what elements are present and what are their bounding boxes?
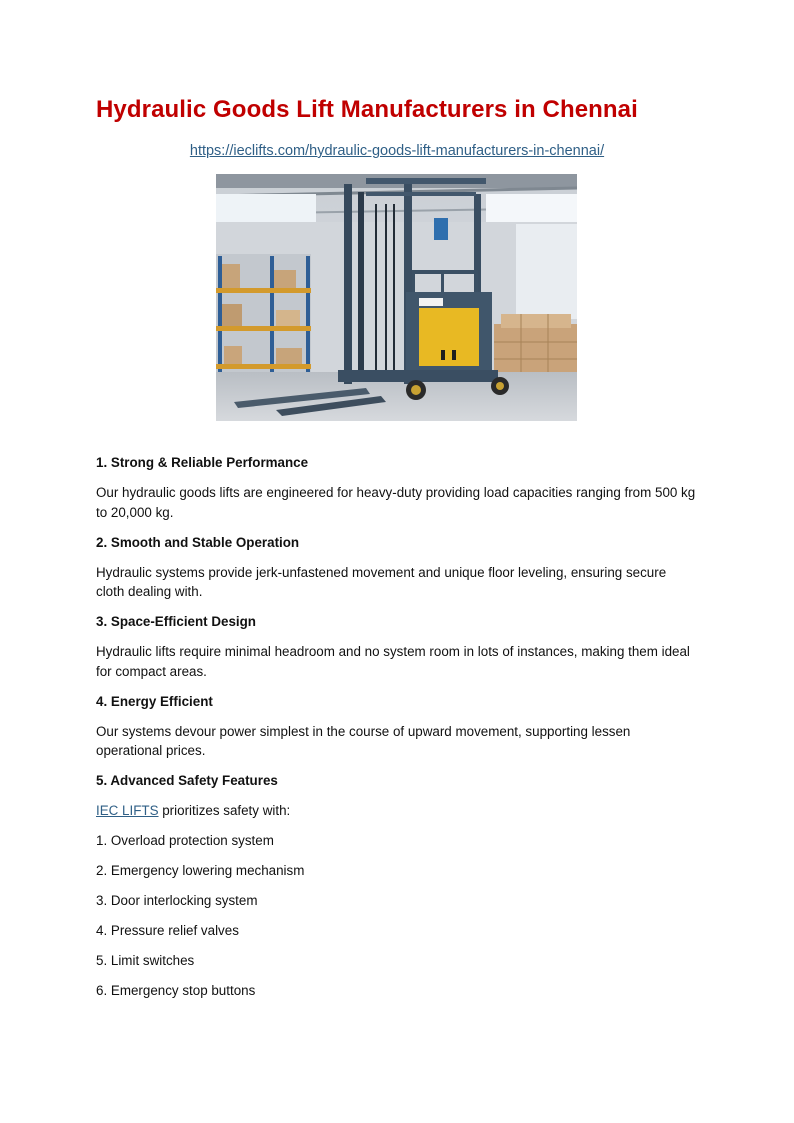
list-item: 1. Overload protection system: [96, 833, 274, 848]
section-heading: 1. Strong & Reliable Performance: [96, 455, 309, 470]
section-body: Hydraulic systems provide jerk-unfastened movement and unique floor leveling, ensuring secure cloth dealing with.: [96, 564, 667, 599]
section-heading: 3. Space-Efficient Design: [96, 614, 256, 629]
brand-link[interactable]: IEC LIFTS: [96, 803, 159, 818]
section-body: Our systems devour power simplest in the course of upward movement, supporting lessen operational prices.: [96, 723, 631, 758]
page-title: Hydraulic Goods Lift Manufacturers in Chennai: [96, 96, 638, 123]
section-heading: 2. Smooth and Stable Operation: [96, 534, 300, 550]
hero-image: [216, 174, 577, 421]
list-item: 5. Limit switches: [96, 953, 195, 968]
list-item: 2. Emergency lowering mechanism: [96, 863, 305, 878]
section-heading: 5. Advanced Safety Features: [96, 773, 278, 788]
section-body: Our hydraulic goods lifts are engineered for heavy-duty providing load capacities ranging from 500 kg to 20,000 kg.: [96, 485, 696, 520]
section-body: Hydraulic lifts require minimal headroom and no system room in lots of instances, making them ideal for compact areas.: [96, 644, 690, 679]
safety-intro-text: prioritizes safety with:: [158, 803, 291, 818]
list-item: 3. Door interlocking system: [96, 893, 258, 908]
content-body: [96, 453, 698, 1011]
section-heading: 4. Energy Efficient: [96, 693, 213, 709]
source-url-link[interactable]: https://ieclifts.com/hydraulic-goods-lift-manufacturers-in-chennai/: [189, 143, 605, 159]
safety-intro: [96, 801, 698, 821]
list-item: 6. Emergency stop buttons: [96, 983, 256, 998]
list-item: 4. Pressure relief valves: [96, 923, 239, 938]
